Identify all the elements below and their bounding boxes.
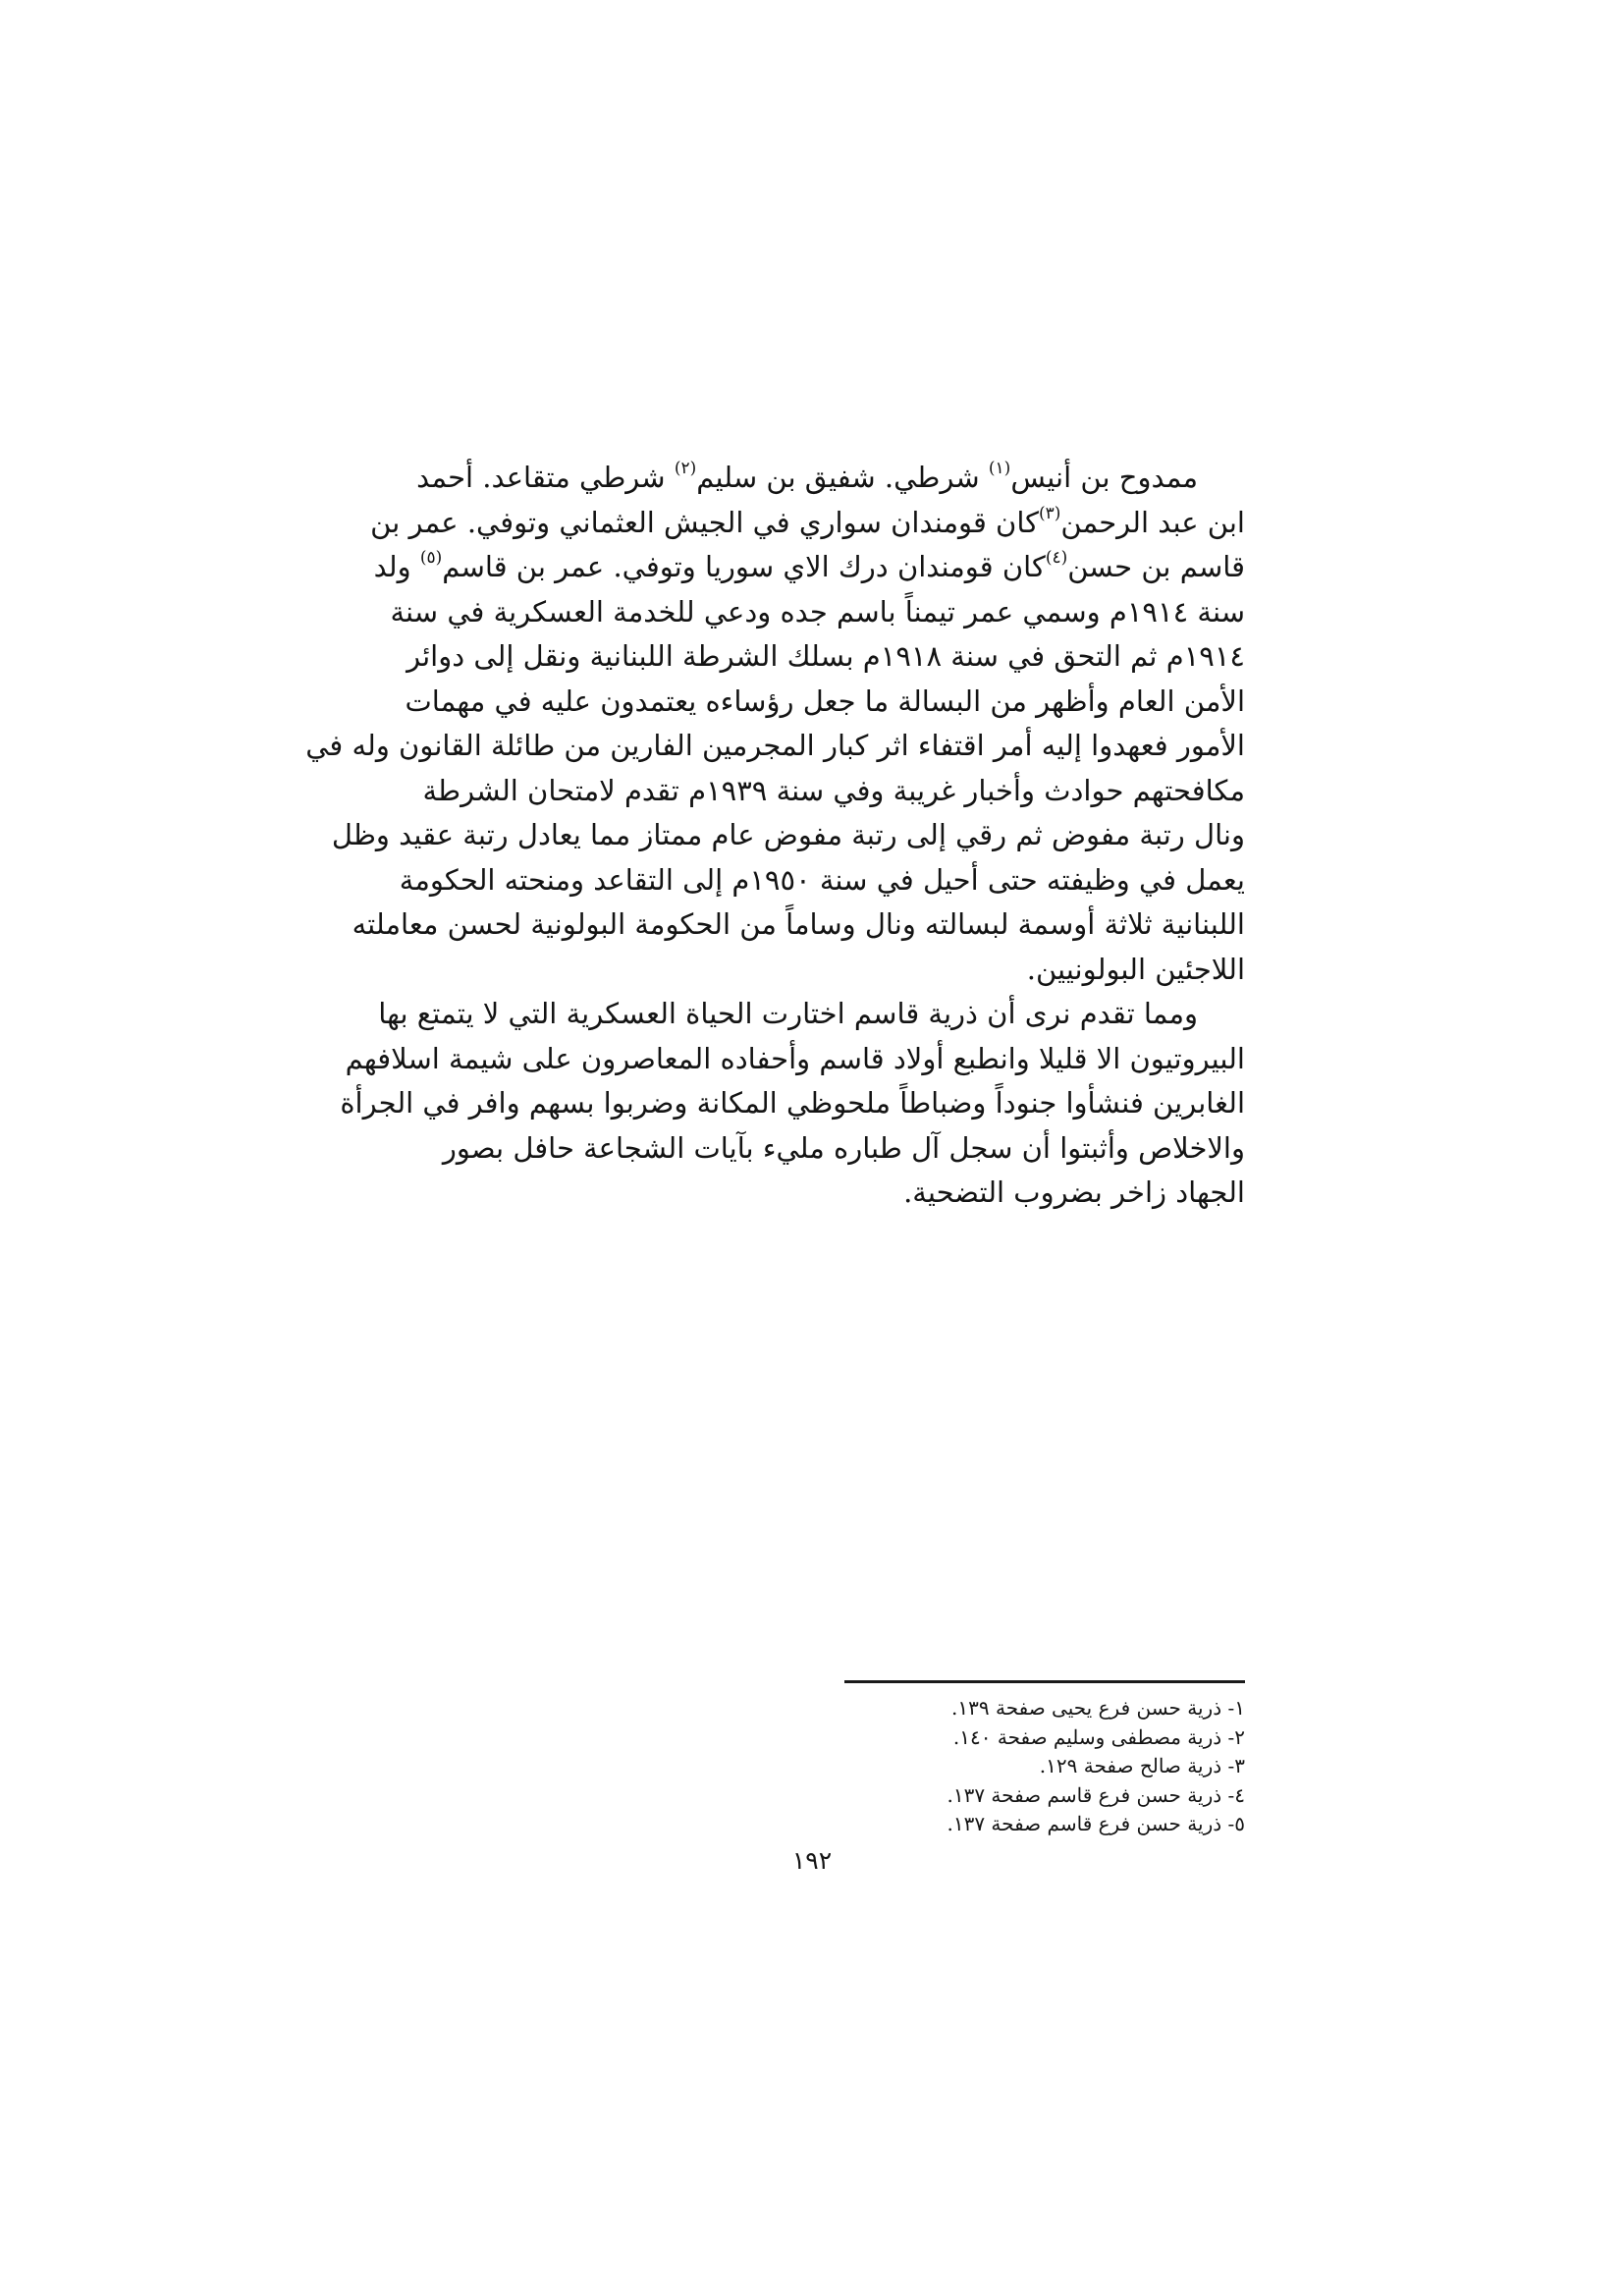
text-line xyxy=(393,456,1245,501)
paragraph-2 xyxy=(340,992,1245,1216)
footnote-ref-2[interactable]: (٢) xyxy=(674,459,697,478)
text-run: شرطي متقاعد. أحمد xyxy=(416,461,675,494)
footnote-3: ٣- ذرية صالح صفحة ١٢٩. xyxy=(1039,1754,1245,1777)
text-line: الأمن العام وأظهر من البسالة ما جعل رؤساءه يعتمدون عليه في مهمات xyxy=(405,683,1245,718)
text-run: كان قومندان درك الاي سوريا وتوفي. عمر بن قاسم xyxy=(442,550,1046,583)
text-line: الغابرين فنشأوا جنوداً وضباطاً ملحوظي المكانة وضربوا بسهم وافر في الجرأة xyxy=(340,1086,1245,1120)
text-line: يعمل في وظيفته حتى أحيل في سنة ١٩٥٠م إلى التقاعد ومنحته الحكومة xyxy=(399,862,1245,897)
text-line: اللبنانية ثلاثة أوسمة لبسالته ونال وساماً من الحكومة البولونية لحسن معاملته xyxy=(352,907,1245,941)
text-run: ابن عبد الرحمن xyxy=(1060,505,1245,539)
text-line: ونال رتبة مفوض ثم رقي إلى رتبة مفوض عام ممتاز مما يعادل رتبة عقيد وظل xyxy=(331,818,1245,851)
text-run: كان قومندان سواري في الجيش العثماني وتوفي. عمر بن xyxy=(370,505,1039,539)
text-run: ممدوح بن أنيس xyxy=(1010,461,1198,494)
text-line xyxy=(373,545,1245,590)
footnote-5: ٥- ذرية حسن فرع قاسم صفحة ١٣٧. xyxy=(947,1812,1245,1835)
text-run: ولد xyxy=(373,550,420,583)
footnote-4: ٤- ذرية حسن فرع قاسم صفحة ١٣٧. xyxy=(947,1782,1245,1807)
footnote-1: ١- ذرية حسن فرع يحيى صفحة ١٣٩. xyxy=(951,1696,1245,1720)
footnote-2: ٢- ذرية مصطفى وسليم صفحة ١٤٠. xyxy=(952,1724,1245,1749)
footnotes xyxy=(687,1694,1245,1839)
text-line: ١٩١٤م ثم التحق في سنة ١٩١٨م بسلك الشرطة اللبنانية ونقل إلى دوائر xyxy=(406,639,1245,673)
footnote-ref-3[interactable]: (٣) xyxy=(1038,503,1061,523)
text-line: سنة ١٩١٤م وسمي عمر تيمناً باسم جده ودعي للخدمة العسكرية في سنة xyxy=(390,594,1245,629)
body-text xyxy=(305,456,1245,1216)
text-run: شرطي. شفيق بن سليم xyxy=(696,461,989,494)
text-line: الجهاد زاخر بضروب التضحية. xyxy=(903,1175,1245,1209)
text-line: مكافحتهم حوادث وأخبار غريبة وفي سنة ١٩٣٩م تقدم لامتحان الشرطة xyxy=(422,773,1245,807)
text-line: الأمور فعهدوا إليه أمر اقتفاء اثر كبار المجرمين الفارين من طائلة القانون وله في xyxy=(305,729,1245,762)
text-line: البيروتيون الا قليلا وانطبع أولاد قاسم وأحفاده المعاصرون على شيمة اسلافهم xyxy=(345,1041,1245,1075)
footnote-ref-4[interactable]: (٤) xyxy=(1045,548,1068,568)
text-line: والاخلاص وأثبتوا أن سجل آل طباره مليء بآيات الشجاعة حافل بصور xyxy=(442,1130,1245,1165)
footnote-ref-5[interactable]: (٥) xyxy=(419,548,443,568)
paragraph-1 xyxy=(305,456,1245,992)
footnote-ref-1[interactable]: (١) xyxy=(988,459,1011,478)
text-run: قاسم بن حسن xyxy=(1067,550,1245,583)
text-line: ومما تقدم نرى أن ذرية قاسم اختارت الحياة العسكرية التي لا يتمتع بها xyxy=(378,997,1198,1030)
footnote-divider xyxy=(844,1680,1245,1683)
page-number: ١٩٢ xyxy=(791,1846,833,1875)
text-line xyxy=(370,501,1245,546)
text-line: اللاجئين البولونيين. xyxy=(1026,952,1245,986)
